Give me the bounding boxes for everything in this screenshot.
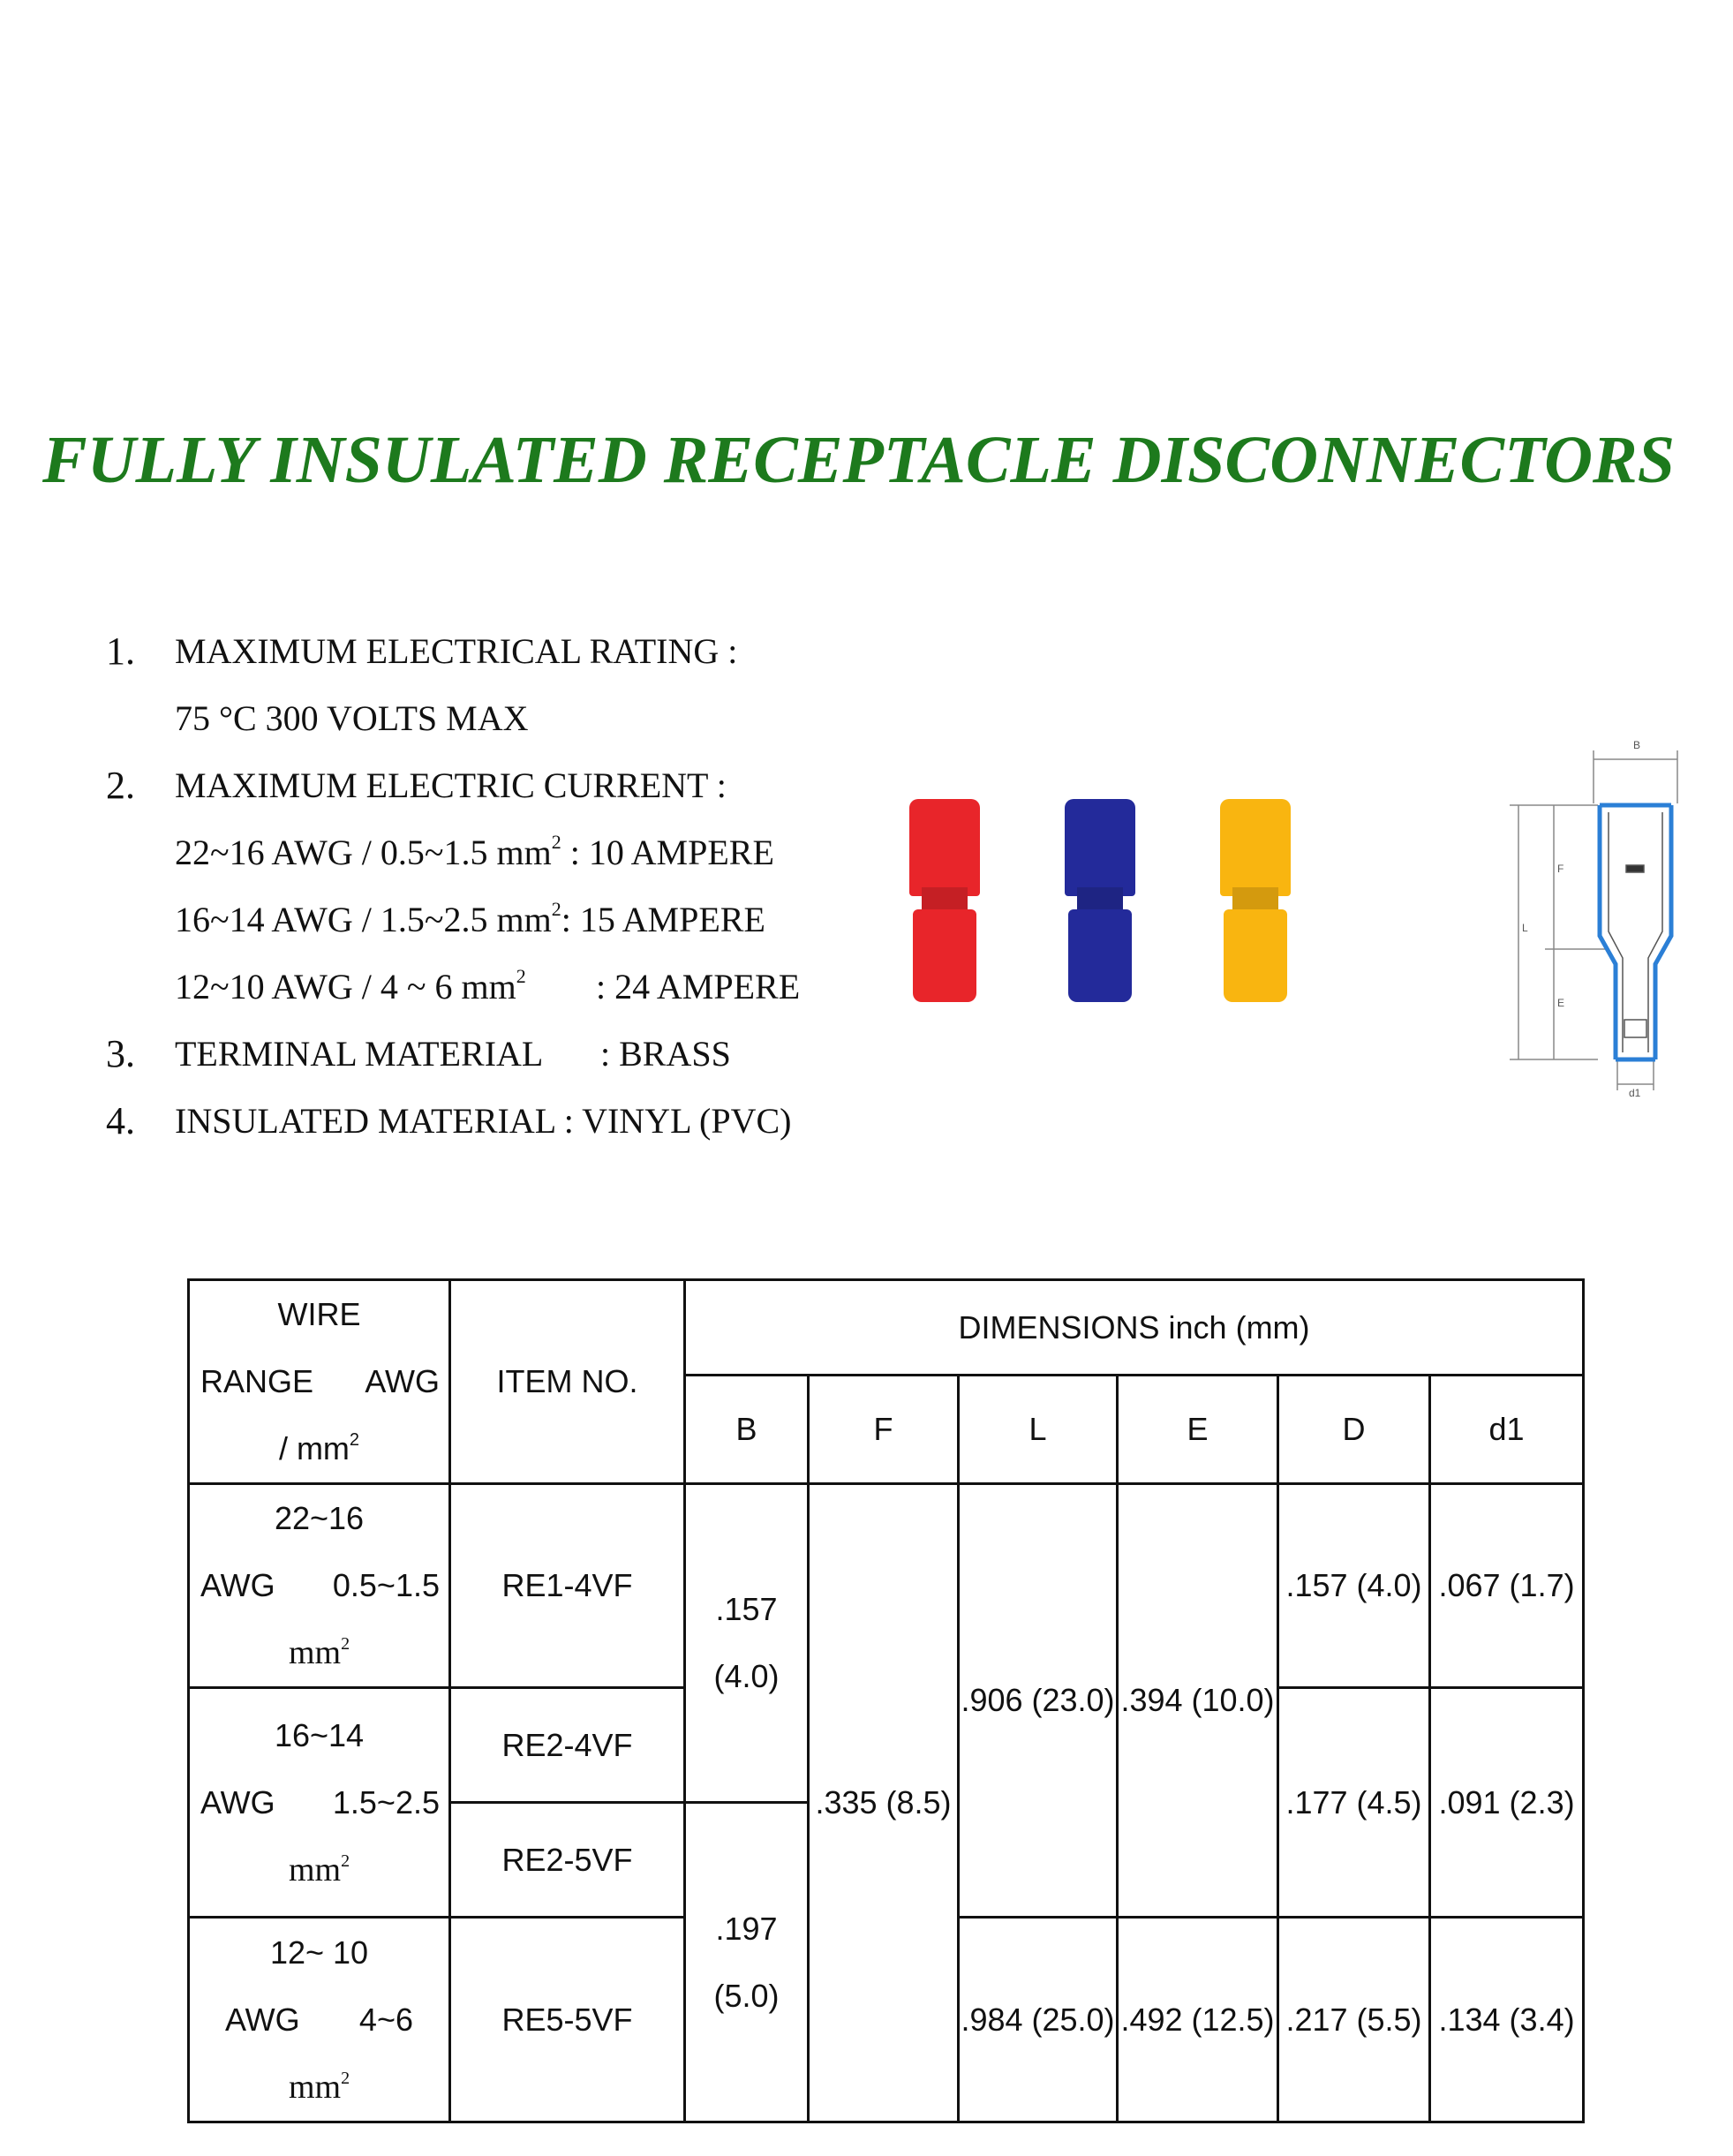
label-l: L — [1522, 922, 1528, 934]
spec-number: 2. — [106, 764, 135, 807]
l-r3: .984 (25.0) — [959, 1918, 1118, 2122]
dimension-drawing — [1492, 733, 1704, 1104]
insulated-material: INSULATED MATERIAL : VINYL (PVC) — [175, 1101, 792, 1141]
b-small: .157 (4.0) — [685, 1484, 809, 1803]
superscript: 2 — [551, 898, 561, 920]
spec-number: 3. — [106, 1032, 135, 1075]
product-photos — [892, 799, 1333, 1011]
d1-r3: .134 (3.4) — [1430, 1918, 1584, 2122]
current-value-1: : 10 AMPERE — [561, 833, 774, 872]
col-f: F — [809, 1376, 959, 1484]
red-sleeve — [909, 799, 980, 1002]
spec-number: 4. — [106, 1099, 135, 1142]
header-dimensions: DIMENSIONS inch (mm) — [685, 1280, 1584, 1376]
current-range-1: 22~16 AWG / 0.5~1.5 mm — [175, 833, 552, 872]
sleeve-body — [909, 799, 980, 896]
e-small: .394 (10.0) — [1118, 1484, 1278, 1918]
current-line-3 — [106, 954, 900, 1021]
col-e: E — [1118, 1376, 1278, 1484]
d-r1: .157 (4.0) — [1278, 1484, 1430, 1688]
yellow-sleeve — [1220, 799, 1291, 1002]
spec-number: 1. — [106, 629, 135, 673]
label-d1: d1 — [1629, 1087, 1641, 1099]
terminal-label: TERMINAL MATERIAL — [175, 1034, 544, 1074]
sleeve-barrel — [913, 909, 976, 1002]
current-range-2: 16~14 AWG / 1.5~2.5 mm — [175, 900, 552, 939]
spec-item-1 — [106, 618, 900, 685]
header-wire-range: WIRE RANGE AWG / $mm^2$ — [189, 1280, 450, 1484]
col-d1: d1 — [1430, 1376, 1584, 1484]
d-r3: .217 (5.5) — [1278, 1918, 1430, 2122]
page-title: FULLY INSULATED RECEPTACLE DISCONNECTORS — [42, 423, 1676, 497]
superscript: 2 — [551, 831, 561, 853]
wire-range-12-10: 12~ 10 AWG 4~6 $mm^2$ — [189, 1918, 450, 2122]
l-small: .906 (23.0) — [959, 1484, 1118, 1918]
label-f: F — [1557, 863, 1564, 875]
current-line-2 — [106, 886, 900, 954]
col-b: B — [685, 1376, 809, 1484]
terminal-value: : BRASS — [600, 1034, 731, 1074]
d-r2: .177 (4.5) — [1278, 1688, 1430, 1918]
item-re2-4vf: RE2-4VF — [450, 1688, 685, 1803]
spec-item-4 — [106, 1088, 900, 1155]
blue-sleeve — [1065, 799, 1135, 1002]
d1-r1: .067 (1.7) — [1430, 1484, 1584, 1688]
spec-item-1-value — [106, 685, 900, 752]
superscript: 2 — [516, 965, 526, 987]
label-e: E — [1557, 997, 1565, 1009]
current-value-3: : 24 AMPERE — [596, 967, 801, 1006]
header-item-no: ITEM NO. — [450, 1280, 685, 1484]
wire-range-16-14: 16~14 AWG 1.5~2.5 $mm^2$ — [189, 1688, 450, 1918]
spec-item-3 — [106, 1021, 900, 1088]
sleeve-body — [1065, 799, 1135, 896]
sleeve-barrel — [1224, 909, 1287, 1002]
sleeve-barrel — [1068, 909, 1132, 1002]
current-value-2: : 15 AMPERE — [561, 900, 765, 939]
b-large: .197 (5.0) — [685, 1803, 809, 2122]
e-r3: .492 (12.5) — [1118, 1918, 1278, 2122]
current-line-1 — [106, 819, 900, 886]
rating-label: MAXIMUM ELECTRICAL RATING : — [175, 631, 738, 671]
col-d: D — [1278, 1376, 1430, 1484]
item-re2-5vf: RE2-5VF — [450, 1803, 685, 1918]
f-all: .335 (8.5) — [809, 1484, 959, 2122]
wire-range-22-16: 22~16 AWG 0.5~1.5 $mm^2$ — [189, 1484, 450, 1688]
sleeve-body — [1220, 799, 1291, 896]
item-re1-4vf: RE1-4VF — [450, 1484, 685, 1688]
current-range-3: 12~10 AWG / 4 ~ 6 mm — [175, 967, 516, 1006]
specifications-list — [106, 618, 900, 1155]
rating-value: 75 °C 300 VOLTS MAX — [175, 698, 529, 738]
col-l: L — [959, 1376, 1118, 1484]
current-label: MAXIMUM ELECTRIC CURRENT : — [175, 765, 727, 805]
spec-item-2 — [106, 752, 900, 819]
dimensions-table — [187, 1278, 1585, 2123]
d1-r2: .091 (2.3) — [1430, 1688, 1584, 1918]
item-re5-5vf: RE5-5VF — [450, 1918, 685, 2122]
label-b: B — [1633, 739, 1641, 751]
